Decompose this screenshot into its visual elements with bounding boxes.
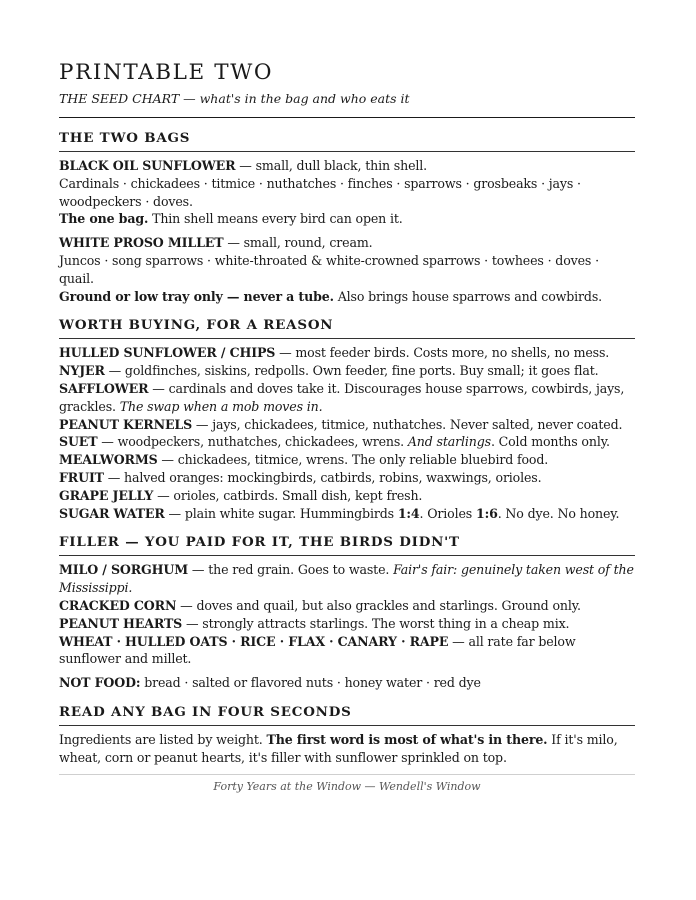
sunflower-note-text: Thin shell means every bird can open it. [148,211,403,227]
millet-entry [59,234,635,252]
list-item [59,487,635,505]
read-bag-bold: The first word is most of what's in there. [266,731,548,747]
item-mid: . Orioles [419,505,476,521]
item-text: — cardinals and doves take it. Discourages house sparrows, cowbirds, jays, grackles. [59,380,625,414]
item-italic: The swap when a mob moves in. [119,398,323,414]
read-bag-paragraph [59,731,635,767]
sunflower-entry [59,157,635,175]
section-heading-two-bags: THE TWO BAGS [59,129,635,152]
page-subtitle: THE SEED CHART — what's in the bag and who eats it [59,90,635,118]
item-text: — doves and quail, but also grackles and starlings. Ground only. [176,597,581,613]
read-bag-text: If it's milo, wheat, corn or peanut hearts, it's filler with sunflower sprinkled on top. [59,731,618,765]
section-heading-filler: FILLER — YOU PAID FOR IT, THE BIRDS DIDN'T [59,533,635,556]
millet-note [59,288,635,306]
list-item [59,451,635,469]
item-label: SUET [59,434,98,450]
item-text: — most feeder birds. Costs more, no shells, no mess. [275,345,610,361]
item-text: — chickadees, titmice, wrens. The only reliable bluebird food. [157,452,549,468]
list-item [59,380,635,416]
list-item [59,674,635,692]
section-heading-worth-buying: WORTH BUYING, FOR A REASON [59,316,635,339]
list-item [59,362,635,380]
sunflower-note [59,210,635,228]
item-text: bread · salted or flavored nuts · honey water · red dye [140,675,481,691]
item-text: — orioles, catbirds. Small dish, kept fresh. [153,487,423,503]
list-item [59,469,635,487]
item-label: SUGAR WATER [59,505,165,521]
item-label: MILO / SORGHUM [59,562,189,578]
item-text: — woodpeckers, nuthatches, chickadees, wrens. [97,434,408,450]
sunflower-description: — small, dull black, thin shell. [235,158,427,173]
millet-note-text: Also brings house sparrows and cowbirds. [333,288,602,304]
item-tail: . Cold months only. [490,434,610,450]
item-label: WHEAT · HULLED OATS · RICE · FLAX · CANARY · RAPE [59,633,449,649]
page-footer: Forty Years at the Window — Wendell's Window [59,774,635,795]
section-heading-read-bag: READ ANY BAG IN FOUR SECONDS [59,703,635,726]
millet-eaters: Juncos · song sparrows · white-throated & white-crowned sparrows · towhees · doves · quail. [59,252,599,286]
item-label: CRACKED CORN [59,597,177,613]
hummingbird-ratio: 1:4 [397,505,420,521]
item-label: MEALWORMS [59,452,158,468]
item-label: FRUIT [59,469,104,485]
read-bag-intro: Ingredients are listed by weight. [59,731,267,747]
page-title: PRINTABLE TWO [59,60,274,85]
item-label: PEANUT KERNELS [59,416,193,432]
list-item [59,433,635,451]
item-label: SAFFLOWER [59,380,149,396]
item-label: PEANUT HEARTS [59,615,183,631]
list-item [59,597,635,615]
item-italic: And starlings [407,434,491,450]
oriole-ratio: 1:6 [475,505,498,521]
millet-description: — small, round, cream. [223,235,373,251]
item-label: NYJER [59,363,105,379]
item-text: — halved oranges: mockingbirds, catbirds, robins, waxwings, orioles. [103,469,542,485]
list-item [59,416,635,434]
item-text: — goldfinches, siskins, redpolls. Own feeder, fine ports. Buy small; it goes flat. [104,363,599,379]
sunflower-note-bold: The one bag. [59,211,149,227]
item-text: — jays, chickadees, titmice, nuthatches. Never salted, never coated. [192,416,623,432]
item-label: HULLED SUNFLOWER / CHIPS [59,345,276,361]
list-item [59,633,635,669]
item-label: NOT FOOD: [59,675,141,691]
list-item [59,561,635,597]
list-item [59,344,635,362]
item-text: — plain white sugar. Hummingbirds [164,505,398,521]
item-tail: . No dye. No honey. [497,505,620,521]
sunflower-label: BLACK OIL SUNFLOWER [59,158,236,173]
millet-label: WHITE PROSO MILLET [59,235,224,251]
list-item [59,505,635,523]
sunflower-eaters: Cardinals · chickadees · titmice · nuthatches · finches · sparrows · grosbeaks · jays · woodpeckers · doves. [59,175,581,209]
item-text: — strongly attracts starlings. The worst thing in a cheap mix. [182,615,570,631]
item-text: — the red grain. Goes to waste. [188,562,394,578]
item-text: — all rate far below sunflower and millet. [59,633,576,667]
item-label: GRAPE JELLY [59,487,154,503]
item-italic: Fair's fair: genuinely taken west of the Mississippi. [59,562,634,596]
list-item [59,615,635,633]
millet-note-bold: Ground or low tray only — never a tube. [59,288,334,304]
